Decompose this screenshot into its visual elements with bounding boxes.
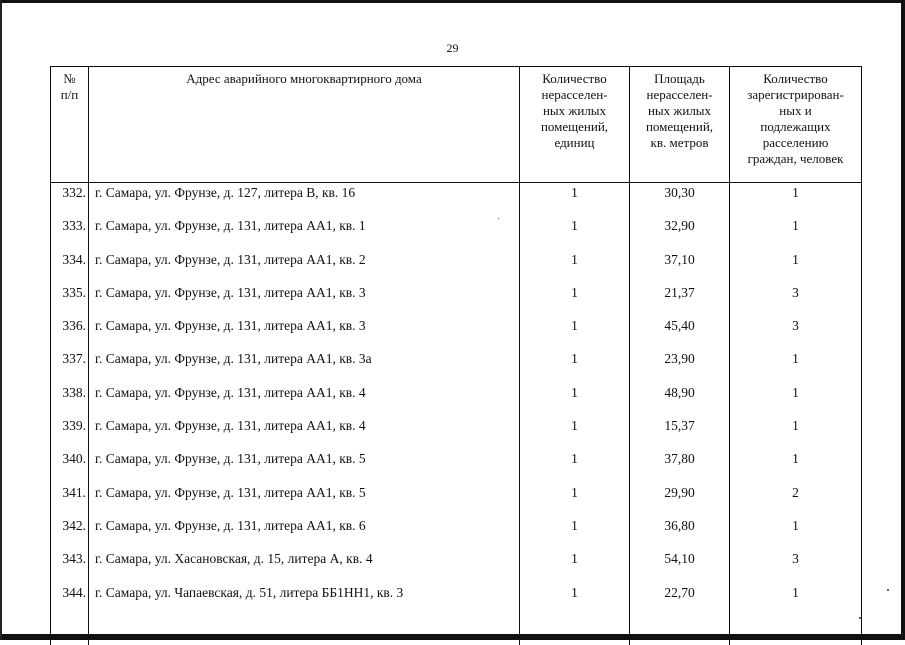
table-row bbox=[51, 482, 862, 515]
row-units: 1 bbox=[520, 415, 630, 448]
table-row bbox=[51, 382, 862, 415]
header-area: Площадь нерасселен- ных жилых помещений, кв. метров bbox=[630, 67, 730, 183]
row-people: 3 bbox=[730, 315, 862, 348]
row-area: 29,90 bbox=[630, 482, 730, 515]
row-address: г. Самара, ул. Фрунзе, д. 131, литера АА1, кв. 3 bbox=[89, 282, 520, 315]
row-units: 1 bbox=[520, 282, 630, 315]
row-people: 1 bbox=[730, 249, 862, 282]
row-area: 21,37 bbox=[630, 282, 730, 315]
row-area: 54,10 bbox=[630, 548, 730, 581]
row-area: 30,30 bbox=[630, 183, 730, 216]
row-people: 1 bbox=[730, 348, 862, 381]
row-people: 3 bbox=[730, 282, 862, 315]
scan-speck bbox=[887, 589, 889, 591]
row-units: 1 bbox=[520, 582, 630, 645]
row-units: 1 bbox=[520, 515, 630, 548]
table-row bbox=[51, 515, 862, 548]
header-people: Количество зарегистрирован- ных и подлежащих расселению граждан, человек bbox=[730, 67, 862, 183]
emergency-housing-table bbox=[50, 66, 862, 645]
row-people: 3 bbox=[730, 548, 862, 581]
row-units: 1 bbox=[520, 215, 630, 248]
row-number: 338. bbox=[51, 382, 89, 415]
row-number: 335. bbox=[51, 282, 89, 315]
row-number: 342. bbox=[51, 515, 89, 548]
row-address: г. Самара, ул. Фрунзе, д. 131, литера АА1, кв. 1 bbox=[89, 215, 520, 248]
page-frame-right bbox=[901, 0, 905, 640]
row-units: 1 bbox=[520, 482, 630, 515]
row-people: 1 bbox=[730, 515, 862, 548]
row-area: 45,40 bbox=[630, 315, 730, 348]
row-people: 1 bbox=[730, 183, 862, 216]
row-address: г. Самара, ул. Фрунзе, д. 127, литера В, кв. 16 bbox=[89, 183, 520, 216]
row-number: 336. bbox=[51, 315, 89, 348]
row-people: 1 bbox=[730, 382, 862, 415]
row-address: г. Самара, ул. Фрунзе, д. 131, литера АА1, кв. 4 bbox=[89, 382, 520, 415]
table-row bbox=[51, 183, 862, 216]
row-people: 1 bbox=[730, 448, 862, 481]
row-address: г. Самара, ул. Фрунзе, д. 131, литера АА1, кв. 3 bbox=[89, 315, 520, 348]
row-area: 22,70 bbox=[630, 582, 730, 645]
row-number: 344. bbox=[51, 582, 89, 645]
row-address: г. Самара, ул. Фрунзе, д. 131, литера АА1, кв. 2 bbox=[89, 249, 520, 282]
row-address: г. Самара, ул. Фрунзе, д. 131, литера АА1, кв. 6 bbox=[89, 515, 520, 548]
table-row bbox=[51, 348, 862, 381]
row-number: 337. bbox=[51, 348, 89, 381]
row-units: 1 bbox=[520, 448, 630, 481]
row-area: 48,90 bbox=[630, 382, 730, 415]
row-number: 334. bbox=[51, 249, 89, 282]
row-units: 1 bbox=[520, 183, 630, 216]
row-address: г. Самара, ул. Чапаевская, д. 51, литера ББ1НН1, кв. 3 bbox=[89, 582, 520, 645]
page-frame-top bbox=[0, 0, 905, 3]
header-num: № п/п bbox=[51, 67, 89, 183]
table-row bbox=[51, 448, 862, 481]
row-area: 37,80 bbox=[630, 448, 730, 481]
row-people: 1 bbox=[730, 215, 862, 248]
row-area: 15,37 bbox=[630, 415, 730, 448]
scan-speck bbox=[859, 617, 861, 619]
row-number: 341. bbox=[51, 482, 89, 515]
row-number: 339. bbox=[51, 415, 89, 448]
table-row bbox=[51, 415, 862, 448]
row-area: 36,80 bbox=[630, 515, 730, 548]
row-address: г. Самара, ул. Фрунзе, д. 131, литера АА1, кв. 5 bbox=[89, 482, 520, 515]
header-units: Количество нерасселен- ных жилых помещений, единиц bbox=[520, 67, 630, 183]
row-units: 1 bbox=[520, 548, 630, 581]
table-row bbox=[51, 582, 862, 645]
row-address: г. Самара, ул. Хасановская, д. 15, литера А, кв. 4 bbox=[89, 548, 520, 581]
row-area: 23,90 bbox=[630, 348, 730, 381]
row-address: г. Самара, ул. Фрунзе, д. 131, литера АА1, кв. 4 bbox=[89, 415, 520, 448]
row-people: 1 bbox=[730, 415, 862, 448]
row-area: 32,90 bbox=[630, 215, 730, 248]
table-row bbox=[51, 548, 862, 581]
row-units: 1 bbox=[520, 348, 630, 381]
row-units: 1 bbox=[520, 315, 630, 348]
row-number: 343. bbox=[51, 548, 89, 581]
row-area: 37,10 bbox=[630, 249, 730, 282]
header-address: Адрес аварийного многоквартирного дома bbox=[89, 67, 520, 183]
row-address: г. Самара, ул. Фрунзе, д. 131, литера АА1, кв. 5 bbox=[89, 448, 520, 481]
row-units: 1 bbox=[520, 382, 630, 415]
table-row bbox=[51, 315, 862, 348]
row-people: 1 bbox=[730, 582, 862, 645]
row-number: 333. bbox=[51, 215, 89, 248]
row-number: 332. bbox=[51, 183, 89, 216]
row-units: 1 bbox=[520, 249, 630, 282]
row-address: г. Самара, ул. Фрунзе, д. 131, литера АА1, кв. 3а bbox=[89, 348, 520, 381]
page-number: 29 bbox=[446, 41, 459, 55]
table-row bbox=[51, 249, 862, 282]
table-row bbox=[51, 215, 862, 248]
page-frame-left bbox=[0, 0, 2, 640]
row-number: 340. bbox=[51, 448, 89, 481]
row-people: 2 bbox=[730, 482, 862, 515]
table-body bbox=[51, 183, 862, 645]
table-row bbox=[51, 282, 862, 315]
table-header-row bbox=[51, 67, 862, 183]
scan-speck bbox=[498, 218, 499, 219]
